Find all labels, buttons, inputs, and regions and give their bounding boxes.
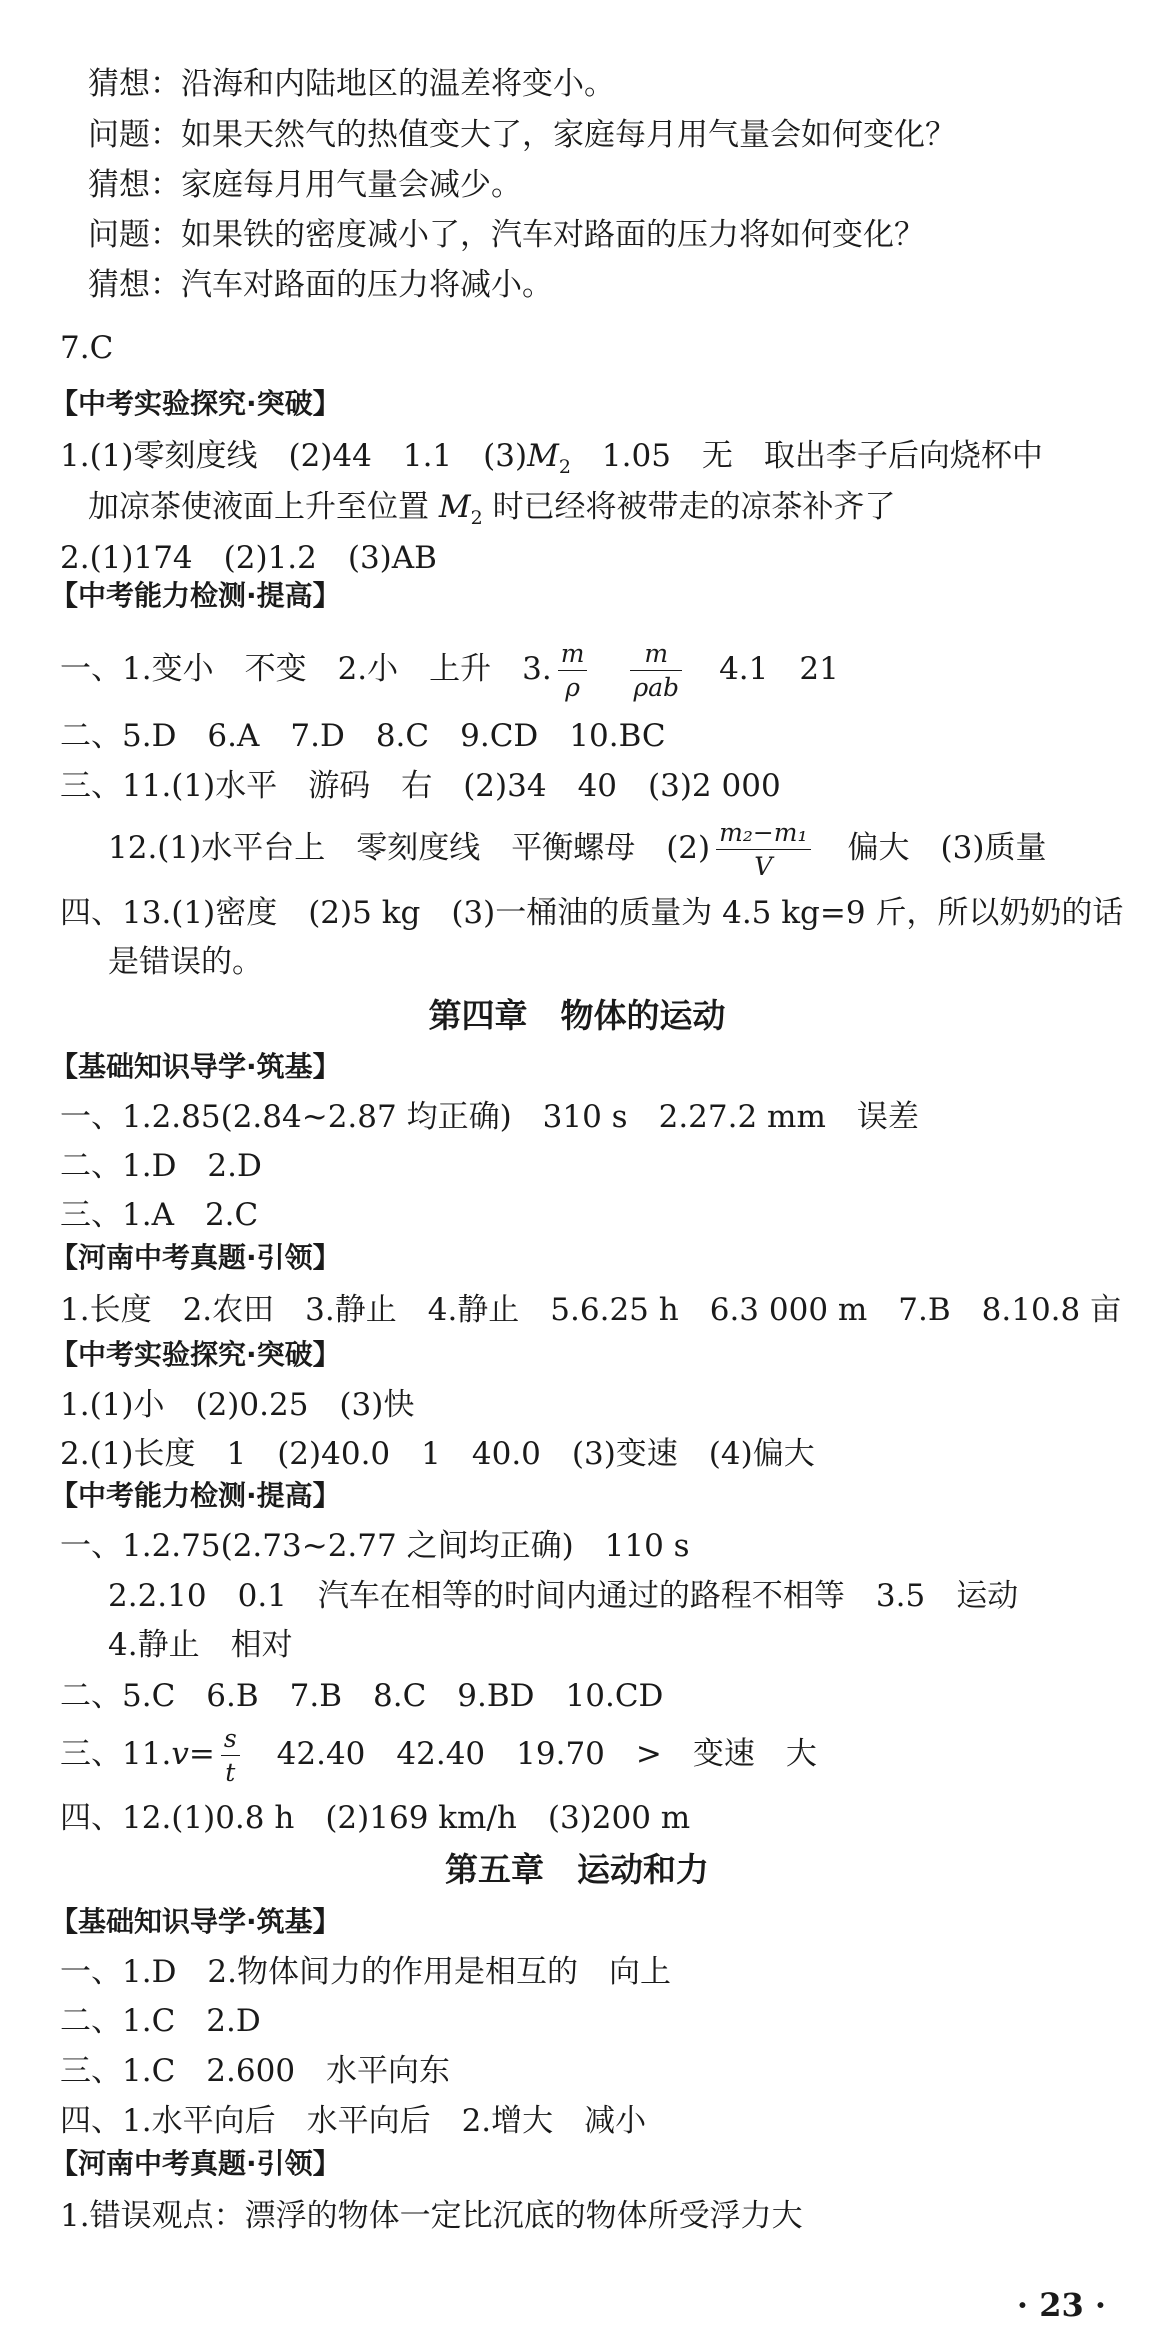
answer-text: 偏大 (3)质量 xyxy=(847,830,1047,866)
answer-line: 四、12.(1)0.8 h (2)169 km/h (3)200 m xyxy=(60,1800,691,1836)
answer-line: 一、1.D 2.物体间力的作用是相互的 向上 xyxy=(60,1954,672,1990)
equals-sign: = xyxy=(188,1736,215,1772)
fraction-numerator: s xyxy=(221,1726,240,1756)
answer-text: 一、1.变小 不变 2.小 上升 3. xyxy=(60,651,552,687)
fraction-numerator: m xyxy=(558,641,588,671)
section-heading: 【中考实验探究·突破】 xyxy=(50,1338,341,1371)
answer-line: 2.2.10 0.1 汽车在相等的时间内通过的路程不相等 3.5 运动 xyxy=(108,1578,1019,1614)
answer-text: 加凉茶使液面上升至位置 xyxy=(88,489,429,525)
answer-line xyxy=(60,634,1114,704)
answer-line: 2.(1)174 (2)1.2 (3)AB xyxy=(60,540,437,576)
section-heading: 【中考能力检测·提高】 xyxy=(50,579,341,612)
answer-line: 2.(1)长度 1 (2)40.0 1 40.0 (3)变速 (4)偏大 xyxy=(60,1436,815,1472)
fraction-denominator: t xyxy=(225,1758,236,1787)
answer-line: 二、5.C 6.B 7.B 8.C 9.BD 10.CD xyxy=(60,1678,664,1714)
variable: v xyxy=(171,1736,189,1772)
answer-line: 1.(1)小 (2)0.25 (3)快 xyxy=(60,1387,415,1423)
answer-line: 四、13.(1)密度 (2)5 kg (3)一桶油的质量为 4.5 kg=9 斤，所以奶奶的话 xyxy=(60,895,1124,931)
subscript: 2 xyxy=(470,507,483,530)
answer-text: 42.40 42.40 19.70 > 变速 大 xyxy=(276,1736,817,1772)
answer-line: 三、1.C 2.600 水平向东 xyxy=(60,2053,451,2089)
text-line: 猜想：汽车对路面的压力将减小。 xyxy=(88,267,553,303)
subscript: 2 xyxy=(558,456,571,479)
fraction-denominator: ρ xyxy=(565,673,580,702)
answer-text: 1.(1)零刻度线 (2)44 1.1 (3) xyxy=(60,438,528,474)
answer-line xyxy=(60,436,1114,487)
answer-line: 一、1.2.75(2.73~2.77 之间均正确) 110 s xyxy=(60,1528,690,1564)
fraction xyxy=(558,641,588,700)
answer-line: 二、1.C 2.D xyxy=(60,2003,261,2039)
section-heading: 【基础知识导学·筑基】 xyxy=(50,1050,341,1083)
answer-line xyxy=(88,487,1114,538)
chapter-title: 第五章 运动和力 xyxy=(445,1850,709,1889)
answer-line: 一、1.2.85(2.84~2.87 均正确) 310 s 2.27.2 mm 误差 xyxy=(60,1099,919,1135)
answer-line: 二、5.D 6.A 7.D 8.C 9.CD 10.BC xyxy=(60,718,666,754)
answer-text: 4.1 21 xyxy=(719,651,839,687)
variable: M xyxy=(527,438,559,474)
text-line: 猜想：沿海和内陆地区的温差将变小。 xyxy=(88,66,615,102)
text-line: 问题：如果铁的密度减小了，汽车对路面的压力将如何变化？ xyxy=(88,217,925,253)
fraction-numerator: m xyxy=(630,641,682,671)
answer-text: 12.(1)水平台上 零刻度线 平衡螺母 (2) xyxy=(108,830,711,866)
answer-line xyxy=(60,1717,1114,1791)
answer-line: 是错误的。 xyxy=(108,944,263,980)
fraction xyxy=(630,641,682,700)
answer-line: 二、1.D 2.D xyxy=(60,1148,262,1184)
answer-line: 三、11.(1)水平 游码 右 (2)34 40 (3)2 000 xyxy=(60,768,781,804)
answer-line: 7.C xyxy=(60,330,114,366)
fraction-denominator: V xyxy=(754,852,773,881)
section-heading: 【中考实验探究·突破】 xyxy=(50,387,341,420)
chapter-title: 第四章 物体的运动 xyxy=(428,996,726,1035)
section-heading: 【河南中考真题·引领】 xyxy=(50,1241,341,1274)
answer-line: 1.错误观点：漂浮的物体一定比沉底的物体所受浮力大 xyxy=(60,2198,803,2234)
variable: M xyxy=(438,489,471,525)
section-heading: 【中考能力检测·提高】 xyxy=(50,1479,341,1512)
answer-line: 1.长度 2.农田 3.静止 4.静止 5.6.25 h 6.3 000 m 7.B 8.10.8 亩 xyxy=(60,1292,1122,1328)
fraction xyxy=(716,820,810,879)
answer-text: 1.05 无 取出李子后向烧杯中 xyxy=(570,438,1043,474)
answer-line: 三、1.A 2.C xyxy=(60,1197,259,1233)
answer-text: 时已经将被带走的凉茶补齐了 xyxy=(492,489,896,525)
section-heading: 【河南中考真题·引领】 xyxy=(50,2147,341,2180)
page-number: · 23 · xyxy=(1016,2286,1106,2324)
fraction xyxy=(221,1726,240,1785)
text-line: 猜想：家庭每月用气量会减少。 xyxy=(88,167,522,203)
section-heading: 【基础知识导学·筑基】 xyxy=(50,1905,341,1938)
answer-text: 三、11. xyxy=(60,1736,172,1772)
text-line: 问题：如果天然气的热值变大了，家庭每月用气量会如何变化？ xyxy=(88,117,956,153)
answer-line xyxy=(108,811,1114,885)
answer-line: 四、1.水平向后 水平向后 2.增大 减小 xyxy=(60,2103,647,2139)
fraction-denominator: ρab xyxy=(633,673,680,702)
fraction-numerator: m₂−m₁ xyxy=(716,820,810,850)
answer-line: 4.静止 相对 xyxy=(108,1627,293,1663)
